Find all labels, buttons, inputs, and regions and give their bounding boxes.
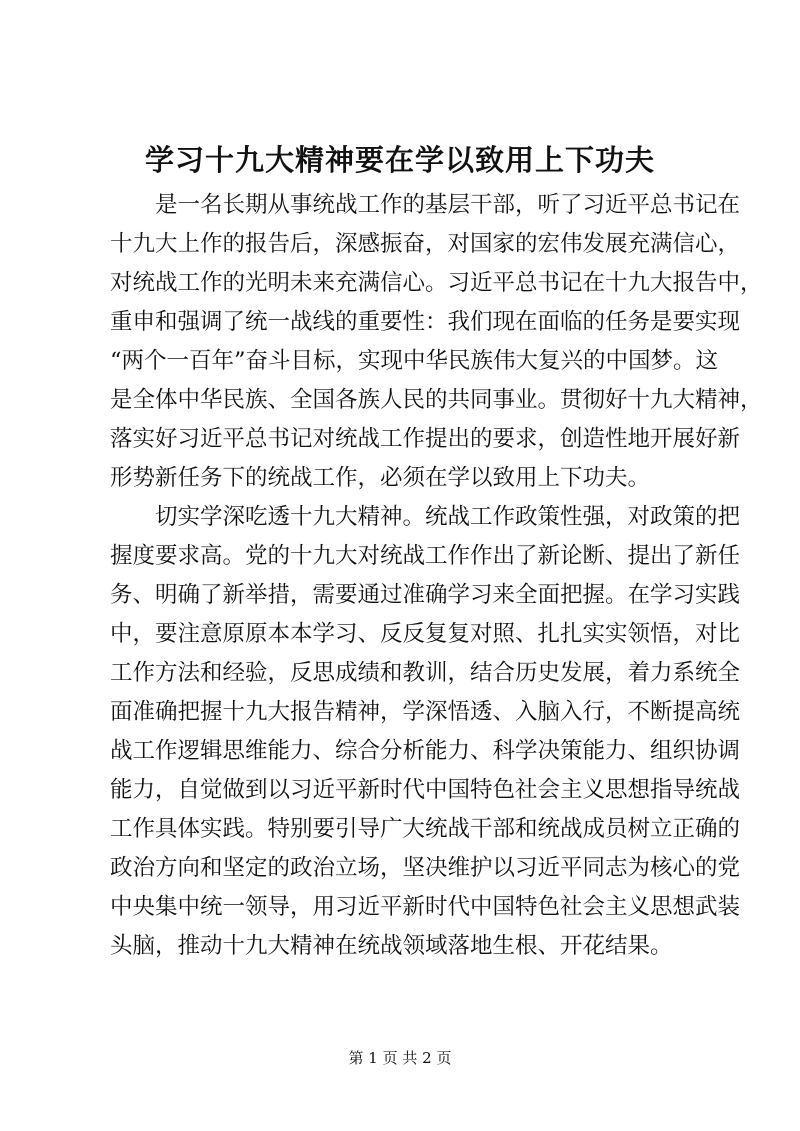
paragraph-line: 工作具体实践。特别要引导广大统战干部和统战成员树立正确的 bbox=[110, 816, 741, 842]
paragraph-line: 面准确把握十九大报告精神，学深悟透、入脑入行，不断提高统 bbox=[110, 699, 741, 725]
paragraph-line: 务、明确了新举措，需要通过准确学习来全面把握。在学习实践 bbox=[110, 582, 741, 608]
document-title: 学习十九大精神要在学以致用上下功夫 bbox=[144, 143, 655, 177]
paragraph-line: “两个一百年”奋斗目标，实现中华民族伟大复兴的中国梦。这 bbox=[110, 348, 719, 374]
paragraph-line: 是一名长期从事统战工作的基层干部，听了习近平总书记在 bbox=[155, 192, 741, 218]
page-number-footer: 第 1 页 共 2 页 bbox=[348, 1049, 452, 1067]
paragraph-line: 切实学深吃透十九大精神。统战工作政策性强，对政策的把 bbox=[155, 504, 741, 530]
document-body bbox=[110, 186, 763, 966]
paragraph-line: 形势新任务下的统战工作，必须在学以致用上下功夫。 bbox=[110, 465, 651, 491]
paragraph-line: 中央集中统一领导，用习近平新时代中国特色社会主义思想武装 bbox=[110, 894, 741, 920]
paragraph-line: 是全体中华民族、全国各族人民的共同事业。贯彻好十九大精神， bbox=[110, 387, 763, 413]
paragraph-line: 对统战工作的光明未来充满信心。习近平总书记在十九大报告中， bbox=[110, 270, 763, 296]
paragraph-line: 中，要注意原原本本学习、反反复复对照、扎扎实实领悟，对比 bbox=[110, 621, 741, 647]
paragraph-2 bbox=[110, 498, 741, 966]
paragraph-line: 头脑，推动十九大精神在统战领域落地生根、开花结果。 bbox=[110, 933, 673, 959]
paragraph-line: 握度要求高。党的十九大对统战工作作出了新论断、提出了新任 bbox=[110, 543, 741, 569]
paragraph-line: 工作方法和经验，反思成绩和教训，结合历史发展，着力系统全 bbox=[110, 660, 741, 686]
paragraph-line: 能力，自觉做到以习近平新时代中国特色社会主义思想指导统战 bbox=[110, 777, 741, 803]
paragraph-line: 十九大上作的报告后，深感振奋，对国家的宏伟发展充满信心， bbox=[110, 231, 741, 257]
paragraph-line: 落实好习近平总书记对统战工作提出的要求，创造性地开展好新 bbox=[110, 426, 741, 452]
paragraph-1 bbox=[110, 186, 763, 498]
paragraph-line: 政治方向和坚定的政治立场，坚决维护以习近平同志为核心的党 bbox=[110, 855, 741, 881]
paragraph-line: 战工作逻辑思维能力、综合分析能力、科学决策能力、组织协调 bbox=[110, 738, 741, 764]
paragraph-line: 重申和强调了统一战线的重要性：我们现在面临的任务是要实现 bbox=[110, 309, 741, 335]
